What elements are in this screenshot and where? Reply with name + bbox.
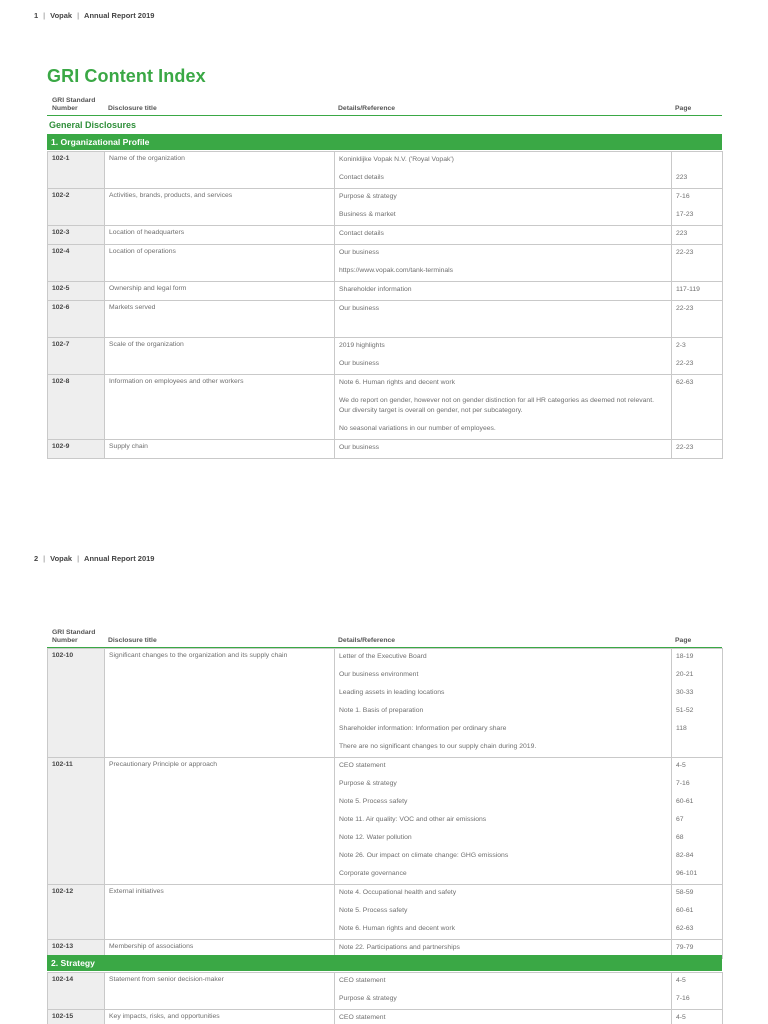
gri-table-page-1 xyxy=(47,151,723,459)
detail-reference: We do report on gender, however not on gender distinction for all HR categories as deemed not relevant. Our diversity target is overall on gender, not per subcategory. xyxy=(339,397,654,414)
table-row xyxy=(48,189,723,226)
disclosure-title: Significant changes to the organization and its supply chain xyxy=(105,649,335,758)
page-cell xyxy=(672,245,723,282)
detail-reference: Note 26. Our impact on climate change: GHG emissions xyxy=(339,852,509,859)
table-row xyxy=(48,758,723,885)
disclosure-title: Scale of the organization xyxy=(105,338,335,375)
subsection-bar: 1. Organizational Profile xyxy=(47,134,722,150)
company-name: Vopak xyxy=(50,554,73,563)
page-reference: 22-23 xyxy=(676,249,694,256)
disclosure-title: Ownership and legal form xyxy=(105,282,335,301)
table-row xyxy=(48,282,723,301)
page-reference: 22-23 xyxy=(676,360,694,367)
page-reference: 68 xyxy=(676,834,684,841)
detail-reference: Note 6. Human rights and decent work xyxy=(339,925,455,932)
page-reference: 117-119 xyxy=(676,286,700,293)
detail-reference: CEO statement xyxy=(339,977,386,984)
header-page: Page xyxy=(675,636,692,644)
section-label: General Disclosures xyxy=(49,120,137,130)
page-reference: 22-23 xyxy=(676,444,694,451)
page-cell xyxy=(672,152,723,189)
company-name: Vopak xyxy=(50,11,73,20)
detail-reference: Our business xyxy=(339,444,380,451)
page-reference: 82-84 xyxy=(676,852,694,859)
page-reference: 118 xyxy=(676,725,687,732)
disclosure-title: Location of operations xyxy=(105,245,335,282)
details-cell xyxy=(335,282,672,301)
page-reference: 62-63 xyxy=(676,925,694,932)
page-cell xyxy=(672,226,723,245)
detail-reference: Purpose & strategy xyxy=(339,193,397,200)
detail-reference: Note 4. Occupational health and safety xyxy=(339,889,457,896)
gri-table-page-2b xyxy=(47,972,723,1024)
header-title: Disclosure title xyxy=(108,104,157,112)
detail-reference: Our business xyxy=(339,305,380,312)
table-row xyxy=(48,1010,723,1024)
details-cell xyxy=(335,152,672,189)
page-cell xyxy=(672,375,723,440)
page-reference xyxy=(672,421,722,439)
disclosure-title: Statement from senior decision-maker xyxy=(105,973,335,1010)
page-title: GRI Content Index xyxy=(47,66,206,86)
page-cell xyxy=(672,189,723,226)
page-reference xyxy=(672,152,722,170)
page-number: 2 xyxy=(34,554,39,563)
table-row xyxy=(48,375,723,440)
detail-reference[interactable]: https://www.vopak.com/tank-terminals xyxy=(339,267,454,274)
table-row xyxy=(48,649,723,758)
header-page: Page xyxy=(675,104,692,112)
page-reference: 223 xyxy=(676,174,688,181)
details-cell xyxy=(335,973,672,1010)
page-reference: 96-101 xyxy=(676,870,698,877)
gri-number: 102-2 xyxy=(48,189,105,226)
table-row xyxy=(48,885,723,940)
gri-number: 102-5 xyxy=(48,282,105,301)
report-name: Annual Report 2019 xyxy=(84,11,155,20)
gri-number: 102-13 xyxy=(48,940,105,959)
page-reference: 7-16 xyxy=(676,995,690,1002)
detail-reference: Our business xyxy=(339,360,380,367)
page-cell xyxy=(672,1010,723,1024)
page-reference: 2-3 xyxy=(676,342,686,349)
detail-reference: Note 11. Air quality: VOC and other air emissions xyxy=(339,816,487,823)
page-cell xyxy=(672,758,723,885)
gri-number: 102-14 xyxy=(48,973,105,1010)
page-reference: 4-5 xyxy=(676,1014,686,1021)
detail-reference: CEO statement xyxy=(339,1014,386,1021)
disclosure-title: Location of headquarters xyxy=(105,226,335,245)
disclosure-title: Precautionary Principle or approach xyxy=(105,758,335,885)
detail-reference: Note 22. Participations and partnerships xyxy=(339,944,460,951)
disclosure-title: Membership of associations xyxy=(105,940,335,959)
detail-reference: Our business xyxy=(339,249,380,256)
details-cell xyxy=(335,338,672,375)
detail-reference: Contact details xyxy=(339,174,384,181)
gri-number: 102-1 xyxy=(48,152,105,189)
table-row xyxy=(48,440,723,459)
subsection-bar: 2. Strategy xyxy=(47,955,722,971)
page-cell xyxy=(672,338,723,375)
running-header-page-1: 1 | Vopak | Annual Report 2019 xyxy=(34,11,155,20)
page-reference: 60-61 xyxy=(676,907,694,914)
page-cell xyxy=(672,301,723,338)
table-row xyxy=(48,152,723,189)
page-reference: 51-52 xyxy=(676,707,694,714)
table-row xyxy=(48,226,723,245)
page-reference: 20-21 xyxy=(676,671,694,678)
detail-reference: Our business environment xyxy=(339,671,419,678)
disclosure-title: Name of the organization xyxy=(105,152,335,189)
disclosure-title: Markets served xyxy=(105,301,335,338)
page-cell xyxy=(672,440,723,459)
disclosure-title: Key impacts, risks, and opportunities xyxy=(105,1010,335,1024)
disclosure-title: External initiatives xyxy=(105,885,335,940)
gri-number: 102-10 xyxy=(48,649,105,758)
disclosure-title: Supply chain xyxy=(105,440,335,459)
page-reference: 223 xyxy=(676,230,688,237)
page-cell xyxy=(672,649,723,758)
header-divider xyxy=(47,115,722,116)
page-reference: 4-5 xyxy=(676,762,686,769)
details-cell xyxy=(335,649,672,758)
page-reference: 18-19 xyxy=(676,653,694,660)
detail-reference: Purpose & strategy xyxy=(339,780,397,787)
table-row xyxy=(48,301,723,338)
table-header xyxy=(47,628,722,644)
page-cell xyxy=(672,973,723,1010)
gri-number: 102-15 xyxy=(48,1010,105,1024)
detail-reference: Corporate governance xyxy=(339,870,407,877)
detail-reference: 2019 highlights xyxy=(339,342,385,349)
gri-number: 102-9 xyxy=(48,440,105,459)
gri-number: 102-11 xyxy=(48,758,105,885)
detail-reference: Note 5. Process safety xyxy=(339,798,408,805)
running-header-page-2: 2 | Vopak | Annual Report 2019 xyxy=(34,554,155,563)
detail-reference: Note 1. Basis of preparation xyxy=(339,707,424,714)
gri-table-page-2a xyxy=(47,648,723,959)
details-cell xyxy=(335,758,672,885)
page-reference: 62-63 xyxy=(676,379,694,386)
table-row xyxy=(48,338,723,375)
details-cell xyxy=(335,189,672,226)
page-reference: 17-23 xyxy=(676,211,694,218)
detail-reference: Purpose & strategy xyxy=(339,995,397,1002)
page-reference xyxy=(672,739,722,757)
details-cell xyxy=(335,885,672,940)
detail-reference: Koninklijke Vopak N.V. ('Royal Vopak') xyxy=(339,156,454,163)
page-reference: 67 xyxy=(676,816,684,823)
detail-reference: There are no significant changes to our supply chain during 2019. xyxy=(339,743,537,750)
page-reference: 7-16 xyxy=(676,193,690,200)
detail-reference: Note 12. Water pollution xyxy=(339,834,412,841)
page-reference: 4-5 xyxy=(676,977,686,984)
page-number: 1 xyxy=(34,11,39,20)
detail-reference: No seasonal variations in our number of employees. xyxy=(339,425,496,432)
page-reference xyxy=(672,263,722,281)
page-reference: 22-23 xyxy=(676,305,694,312)
details-cell xyxy=(335,301,672,338)
detail-reference: Shareholder information: Information per ordinary share xyxy=(339,725,507,732)
page-reference: 7-16 xyxy=(676,780,690,787)
gri-number: 102-12 xyxy=(48,885,105,940)
page-cell xyxy=(672,282,723,301)
gri-number: 102-3 xyxy=(48,226,105,245)
detail-reference: Shareholder information xyxy=(339,286,412,293)
page-reference xyxy=(672,393,722,421)
gri-number: 102-7 xyxy=(48,338,105,375)
page-reference: 58-59 xyxy=(676,889,694,896)
page-cell xyxy=(672,885,723,940)
page-reference: 30-33 xyxy=(676,689,694,696)
gri-number: 102-4 xyxy=(48,245,105,282)
page-reference: 79-79 xyxy=(676,944,694,951)
page-reference: 60-61 xyxy=(676,798,694,805)
details-cell xyxy=(335,375,672,440)
disclosure-title: Information on employees and other workers xyxy=(105,375,335,440)
header-details: Details/Reference xyxy=(338,636,396,644)
detail-reference: Contact details xyxy=(339,230,384,237)
report-name: Annual Report 2019 xyxy=(84,554,155,563)
details-cell xyxy=(335,1010,672,1024)
header-title: Disclosure title xyxy=(108,636,157,644)
header-number: GRI Standard Number xyxy=(52,97,96,112)
page-reference xyxy=(672,319,722,337)
table-row xyxy=(48,973,723,1010)
gri-number: 102-8 xyxy=(48,375,105,440)
detail-reference: Note 6. Human rights and decent work xyxy=(339,379,455,386)
gri-number: 102-6 xyxy=(48,301,105,338)
disclosure-title: Activities, brands, products, and services xyxy=(105,189,335,226)
details-cell xyxy=(335,440,672,459)
detail-reference xyxy=(335,319,671,337)
header-details: Details/Reference xyxy=(338,104,396,112)
detail-reference: Business & market xyxy=(339,211,396,218)
details-cell xyxy=(335,226,672,245)
header-number: GRI Standard Number xyxy=(52,629,96,644)
detail-reference: CEO statement xyxy=(339,762,386,769)
table-row xyxy=(48,245,723,282)
detail-reference: Note 5. Process safety xyxy=(339,907,408,914)
detail-reference: Letter of the Executive Board xyxy=(339,653,427,660)
detail-reference: Leading assets in leading locations xyxy=(339,689,445,696)
details-cell xyxy=(335,245,672,282)
table-header xyxy=(47,96,722,112)
